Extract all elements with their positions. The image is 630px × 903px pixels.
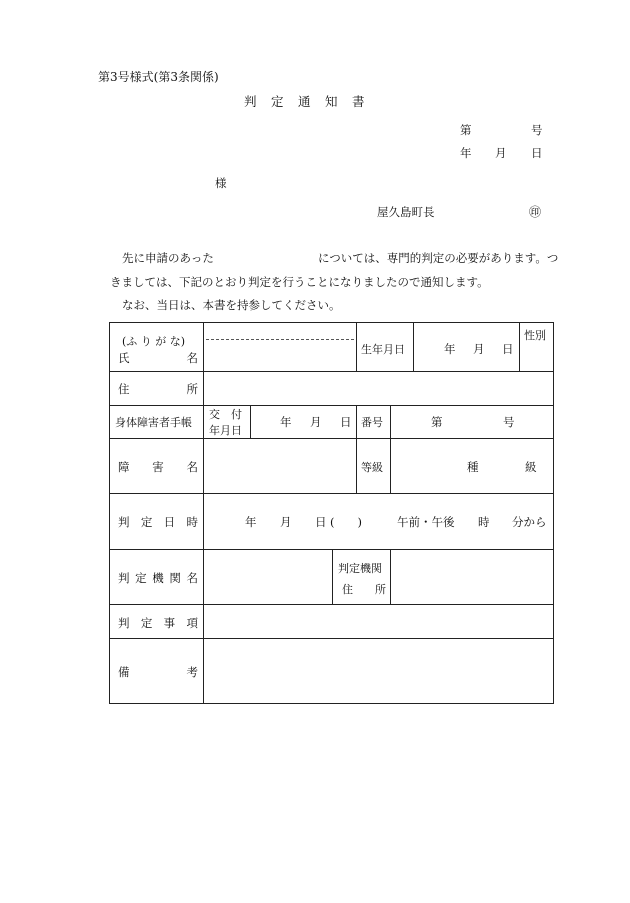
handbook-label: 身体障害者手帳 (115, 416, 192, 429)
judgement-form-table (109, 322, 554, 704)
agency-address-label-line2: 住 所 (342, 583, 386, 596)
datetime-day: 日 (315, 515, 327, 529)
datetime-weekday: ( ) (330, 515, 362, 529)
date-year: 年 (460, 146, 472, 160)
handbook-number-suffix: 号 (503, 415, 515, 429)
judgement-matters-input[interactable] (206, 606, 550, 636)
remarks-label: 備 考 (118, 665, 198, 679)
issue-date-month: 月 (310, 415, 322, 429)
disability-name-input[interactable] (206, 440, 354, 491)
datetime-hour: 時 (478, 515, 490, 529)
furigana-label: (ふ り が な) (122, 335, 186, 348)
agency-name-input[interactable] (206, 551, 330, 602)
addressee-suffix: 様 (215, 176, 227, 190)
issuer-name: 屋久島町長 (377, 205, 435, 219)
birth-date-label: 生年月日 (361, 343, 405, 356)
body-line1-start: 先に申請のあった (122, 251, 214, 265)
datetime-month: 月 (280, 515, 292, 529)
sex-label: 性別 (524, 329, 546, 342)
birth-date-month: 月 (473, 342, 485, 356)
body-line3: なお、当日は、本書を持参してください。 (122, 298, 341, 312)
body-line2: きましては、下記のとおり判定を行うことになりましたので通知します。 (110, 275, 489, 289)
handbook-number-label: 番号 (361, 416, 383, 429)
document-title: 判 定 通 知 書 (244, 94, 366, 109)
judgement-datetime-label: 判 定 日 時 (118, 515, 198, 529)
form-number: 第3号様式(第3条関係) (98, 70, 219, 84)
issue-date-label-line2: 年月日 (209, 424, 242, 437)
number-prefix: 第 (460, 123, 472, 137)
datetime-minute: 分から (512, 515, 547, 529)
date-day: 日 (531, 146, 543, 160)
grade-type: 種 (467, 460, 479, 474)
handbook-number-prefix: 第 (431, 415, 443, 429)
address-label: 住 所 (118, 382, 198, 396)
furigana-input[interactable] (206, 325, 354, 338)
number-suffix: 号 (531, 123, 543, 137)
issue-date-day: 日 (340, 415, 352, 429)
agency-address-input[interactable] (393, 551, 551, 602)
datetime-ampm: 午前・午後 (397, 515, 455, 529)
agency-name-label: 判 定 機 関 名 (118, 571, 198, 585)
date-month: 月 (495, 146, 507, 160)
remarks-input[interactable] (206, 640, 550, 701)
address-input[interactable] (206, 373, 550, 403)
datetime-year: 年 (245, 515, 257, 529)
name-label: 氏 名 (118, 351, 198, 365)
name-input[interactable] (206, 342, 354, 369)
issue-date-year: 年 (280, 415, 292, 429)
birth-date-year: 年 (444, 342, 456, 356)
disability-name-label: 障 害 名 (118, 460, 198, 474)
seal-mark: ㊞ (529, 205, 542, 219)
grade-level: 級 (525, 460, 537, 474)
grade-label: 等級 (361, 461, 383, 474)
issue-date-label-line1: 交 付 (209, 408, 242, 421)
judgement-matters-label: 判 定 事 項 (118, 616, 198, 630)
body-line1-end: については、専門的判定の必要があります。つ (318, 251, 559, 265)
birth-date-day: 日 (502, 342, 514, 356)
agency-address-label-line1: 判定機関 (338, 562, 382, 575)
